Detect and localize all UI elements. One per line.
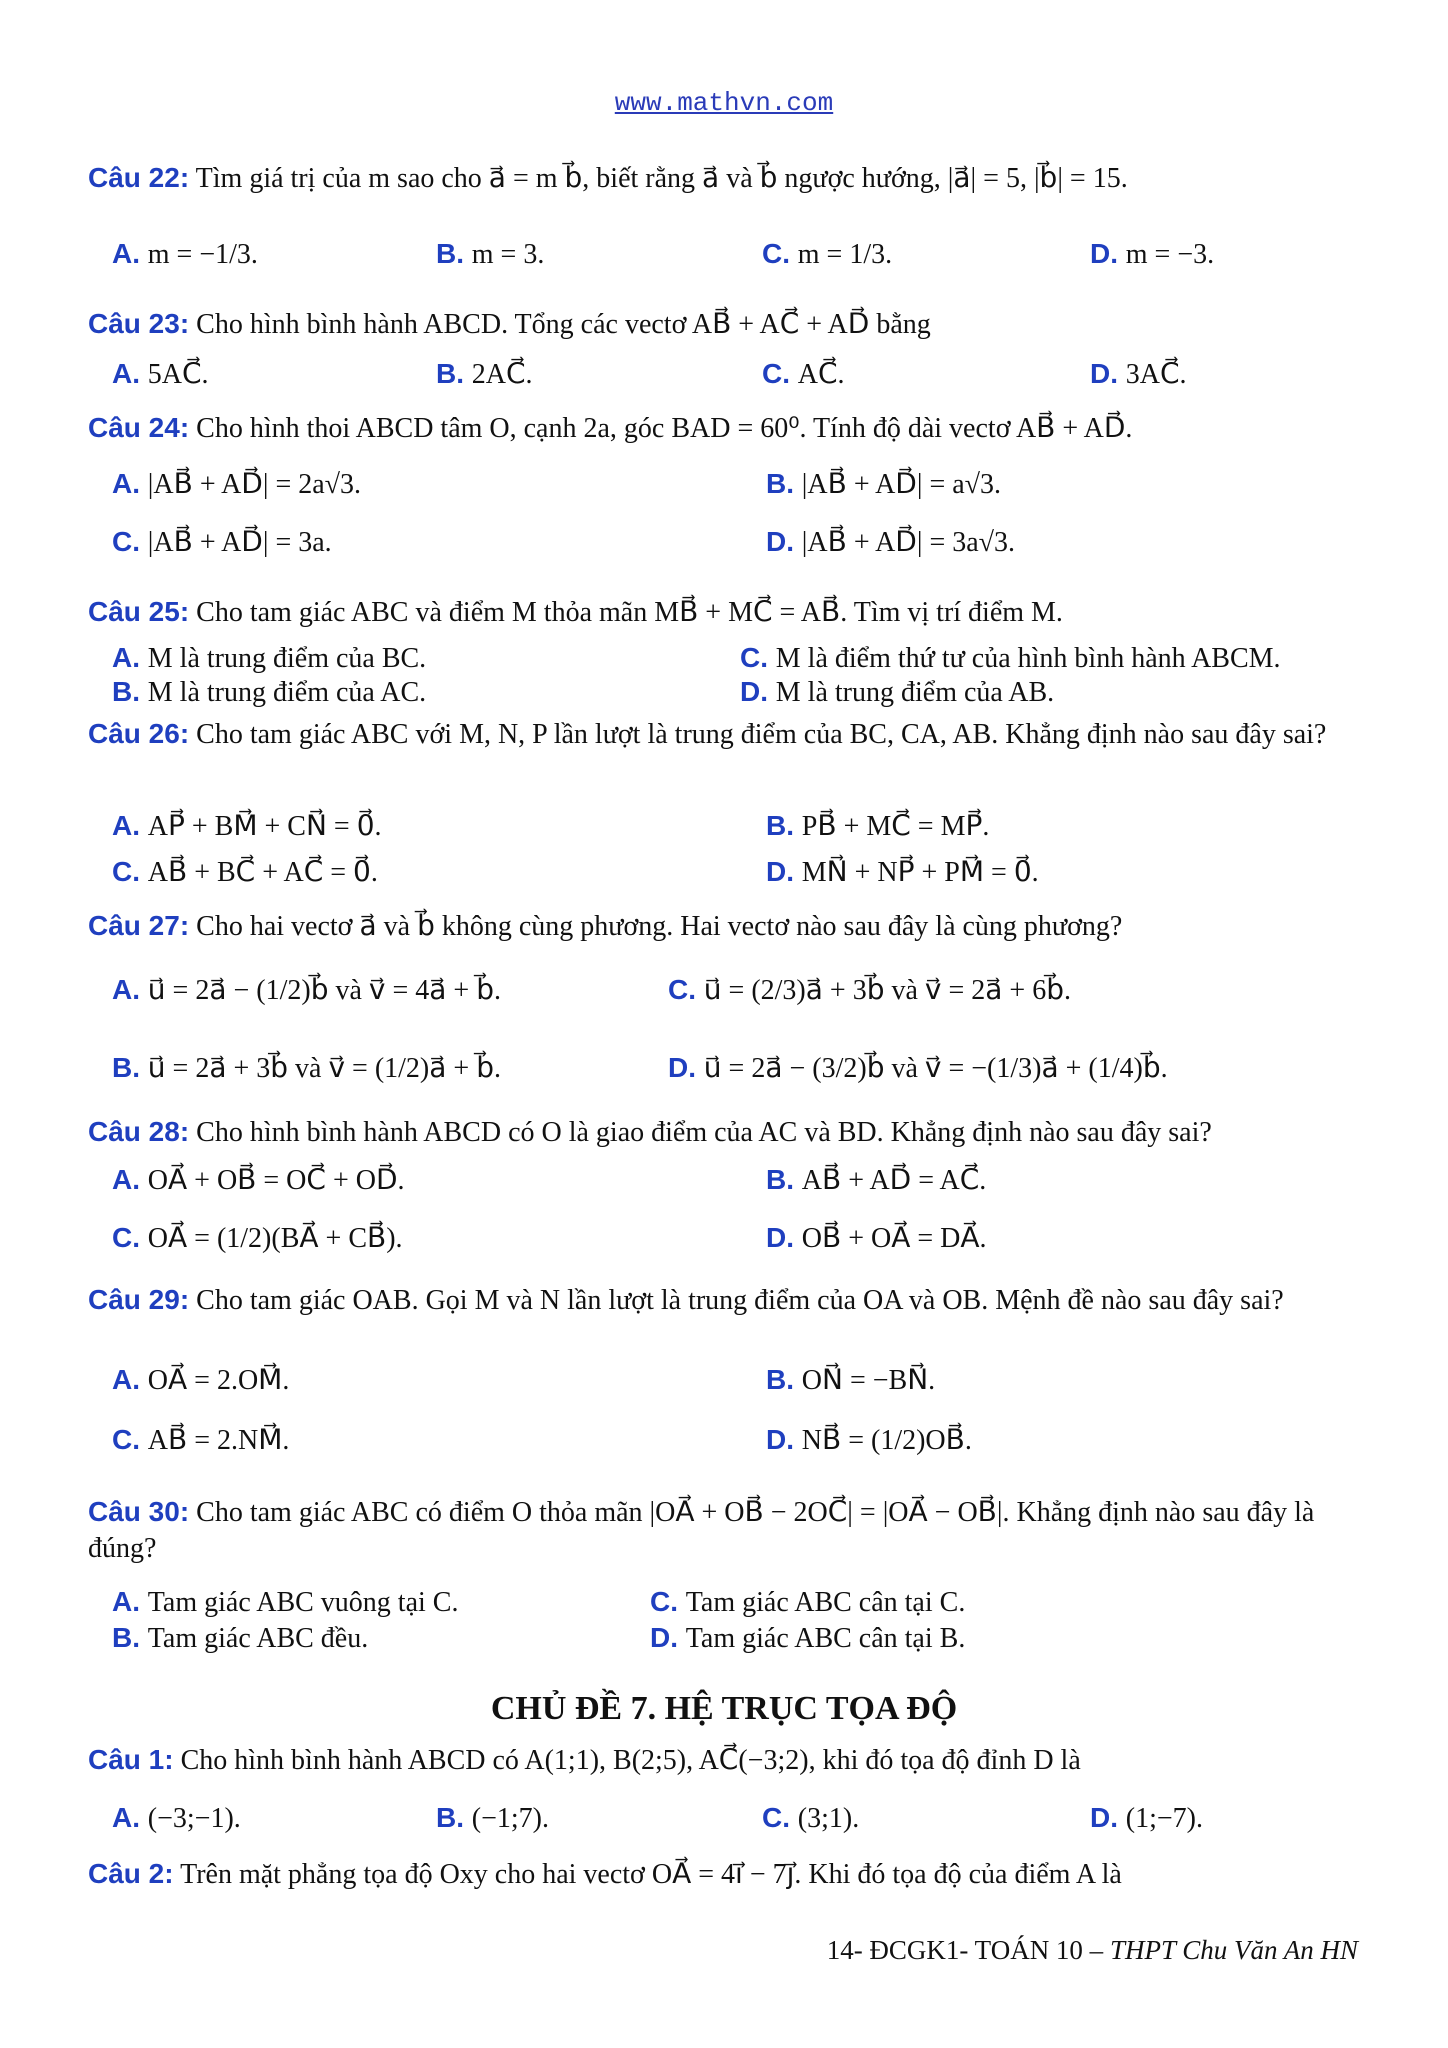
option-text: Tam giác ABC vuông tại C. — [147, 1587, 459, 1618]
option-text: (3;1). — [797, 1803, 860, 1834]
question-label: Câu 2: — [88, 1858, 174, 1889]
option-letter: B. — [766, 1364, 802, 1395]
option-letter: B. — [436, 358, 472, 389]
option-letter: B. — [766, 1164, 802, 1195]
option-text: m = −3. — [1125, 239, 1215, 270]
question-label: Câu 27: — [88, 910, 190, 941]
option-text: |AB⃗ + AD⃗| = a√3. — [801, 469, 1002, 500]
option-letter: D. — [766, 1424, 802, 1455]
option — [112, 1220, 403, 1257]
option-text: 3AC⃗. — [1125, 359, 1187, 390]
option-text: (−3;−1). — [147, 1803, 241, 1834]
option — [762, 236, 892, 273]
option — [766, 808, 989, 845]
question-label: Câu 24: — [88, 412, 190, 443]
option — [436, 1800, 549, 1837]
option-text: M là trung điểm của AC. — [147, 677, 427, 708]
option — [112, 466, 361, 503]
footer-left: 14- ĐCGK1- TOÁN 10 – — [826, 1935, 1110, 1965]
question-23 — [88, 306, 1378, 343]
option-text: |AB⃗ + AD⃗| = 3a√3. — [801, 527, 1016, 558]
question-label: Câu 23: — [88, 308, 190, 339]
option-text: AB⃗ = 2.NM⃗. — [147, 1425, 290, 1456]
option — [668, 972, 1071, 1009]
option — [112, 1584, 458, 1621]
option-text: m = 1/3. — [797, 239, 893, 270]
option-text: u⃗ = 2a⃗ − (3/2)b⃗ và v⃗ = −(1/3)a⃗ + (1/4)b⃗. — [703, 1053, 1168, 1084]
option-letter: D. — [740, 676, 776, 707]
option-letter: C. — [762, 238, 798, 269]
option-text: Tam giác ABC đều. — [147, 1623, 369, 1654]
question-26 — [88, 716, 1378, 753]
option-text: AP⃗ + BM⃗ + CN⃗ = 0⃗. — [147, 811, 382, 842]
option-letter: B. — [112, 676, 148, 707]
option-letter: B. — [436, 238, 472, 269]
option-text: (−1;7). — [471, 1803, 549, 1834]
question-28 — [88, 1114, 1378, 1151]
question-text: Cho tam giác ABC có điểm O thỏa mãn |OA⃗ + OB⃗ − 2OC⃗| = |OA⃗ − OB⃗|. Khẳng định nào sau đây là đúng? — [88, 1497, 1315, 1564]
option-letter: A. — [112, 810, 148, 841]
option — [668, 1050, 1168, 1087]
option-text: u⃗ = 2a⃗ + 3b⃗ và v⃗ = (1/2)a⃗ + b⃗. — [147, 1053, 501, 1084]
option-text: Tam giác ABC cân tại B. — [685, 1623, 966, 1654]
option — [766, 1362, 935, 1399]
option-letter: B. — [766, 468, 802, 499]
option — [112, 524, 332, 561]
option — [740, 674, 1054, 711]
question-25 — [88, 594, 1378, 631]
option-text: m = 3. — [471, 239, 545, 270]
question-text: Cho hình thoi ABCD tâm O, cạnh 2a, góc BAD = 60⁰. Tính độ dài vectơ AB⃗ + AD⃗. — [196, 413, 1133, 444]
option — [766, 1422, 972, 1459]
option-letter: A. — [112, 642, 148, 673]
option-letter: B. — [112, 1622, 148, 1653]
option — [112, 1620, 368, 1657]
option-letter: D. — [650, 1622, 686, 1653]
option — [112, 1162, 405, 1199]
option-text: |AB⃗ + AD⃗| = 3a. — [147, 527, 332, 558]
option-text: 5AC⃗. — [147, 359, 209, 390]
option-text: u⃗ = (2/3)a⃗ + 3b⃗ và v⃗ = 2a⃗ + 6b⃗. — [703, 975, 1071, 1006]
footer-school: THPT Chu Văn An HN — [1109, 1935, 1358, 1965]
question-27 — [88, 908, 1378, 945]
question-label: Câu 29: — [88, 1284, 190, 1315]
option — [766, 854, 1039, 891]
option-text: M là trung điểm của AB. — [775, 677, 1055, 708]
option-letter: C. — [762, 1802, 798, 1833]
question-24 — [88, 410, 1378, 447]
option — [112, 1422, 289, 1459]
option-text: MN⃗ + NP⃗ + PM⃗ = 0⃗. — [801, 857, 1039, 888]
option — [766, 466, 1001, 503]
option-letter: B. — [766, 810, 802, 841]
option-letter: B. — [112, 1052, 148, 1083]
option-text: u⃗ = 2a⃗ − (1/2)b⃗ và v⃗ = 4a⃗ + b⃗. — [147, 975, 501, 1006]
option-text: M là trung điểm của BC. — [147, 643, 427, 674]
option-letter: D. — [766, 526, 802, 557]
question-29 — [88, 1282, 1378, 1319]
option — [766, 1162, 986, 1199]
option-letter: A. — [112, 974, 148, 1005]
option-letter: D. — [668, 1052, 704, 1083]
page-footer — [827, 1935, 1358, 1966]
question-s2-2 — [88, 1856, 1378, 1893]
question-22 — [88, 160, 1378, 197]
question-label: Câu 26: — [88, 718, 190, 749]
option-text: NB⃗ = (1/2)OB⃗. — [801, 1425, 972, 1456]
option-letter: D. — [766, 1222, 802, 1253]
question-text: Cho tam giác OAB. Gọi M và N lần lượt là trung điểm của OA và OB. Mệnh đề nào sau đây sai? — [196, 1285, 1284, 1316]
option — [112, 1050, 501, 1087]
option — [112, 640, 426, 677]
question-30 — [88, 1494, 1378, 1567]
question-label: Câu 28: — [88, 1116, 190, 1147]
question-text: Cho hình bình hành ABCD. Tổng các vectơ AB⃗ + AC⃗ + AD⃗ bằng — [196, 309, 931, 340]
option-letter: A. — [112, 1364, 148, 1395]
question-label: Câu 30: — [88, 1496, 190, 1527]
section-title: CHỦ ĐỀ 7. HỆ TRỤC TỌA ĐỘ — [490, 1690, 958, 1727]
option-letter: A. — [112, 1586, 148, 1617]
question-text: Cho hình bình hành ABCD có O là giao điểm của AC và BD. Khẳng định nào sau đây sai? — [196, 1117, 1212, 1148]
option-text: OA⃗ + OB⃗ = OC⃗ + OD⃗. — [147, 1165, 405, 1196]
option — [1090, 1800, 1203, 1837]
question-text: Trên mặt phẳng tọa độ Oxy cho hai vectơ OA⃗ = 4i⃗ − 7j⃗. Khi đó tọa độ của điểm A là — [180, 1859, 1122, 1890]
option-letter: C. — [112, 1424, 148, 1455]
option-letter: D. — [1090, 1802, 1126, 1833]
option-text: (1;−7). — [1125, 1803, 1203, 1834]
question-label: Câu 25: — [88, 596, 190, 627]
option-text: m = −1/3. — [147, 239, 258, 270]
option — [762, 1800, 859, 1837]
question-text: Cho tam giác ABC và điểm M thỏa mãn MB⃗ + MC⃗ = AB⃗. Tìm vị trí điểm M. — [196, 597, 1063, 628]
option — [766, 1220, 987, 1257]
option-text: ON⃗ = −BN⃗. — [801, 1365, 936, 1396]
option-letter: D. — [1090, 358, 1126, 389]
option-letter: A. — [112, 468, 148, 499]
option — [112, 854, 378, 891]
option — [740, 640, 1281, 677]
option-letter: C. — [112, 856, 148, 887]
option — [650, 1620, 965, 1657]
option — [1090, 236, 1214, 273]
option-letter: B. — [436, 1802, 472, 1833]
option-letter: D. — [766, 856, 802, 887]
question-label: Câu 1: — [88, 1744, 174, 1775]
option-text: M là điểm thứ tư của hình bình hành ABCM. — [775, 643, 1281, 674]
option-letter: A. — [112, 1164, 148, 1195]
option-text: AB⃗ + BC⃗ + AC⃗ = 0⃗. — [147, 857, 378, 888]
question-text: Cho hình bình hành ABCD có A(1;1), B(2;5), AC⃗(−3;2), khi đó tọa độ đỉnh D là — [180, 1745, 1081, 1776]
option-text: AC⃗. — [797, 359, 845, 390]
option — [436, 236, 544, 273]
option-text: OA⃗ = (1/2)(BA⃗ + CB⃗). — [147, 1223, 403, 1254]
option-text: OB⃗ + OA⃗ = DA⃗. — [801, 1223, 987, 1254]
option — [436, 356, 533, 393]
option — [112, 1800, 241, 1837]
option — [112, 236, 258, 273]
option-text: AB⃗ + AD⃗ = AC⃗. — [801, 1165, 987, 1196]
question-text: Cho hai vectơ a⃗ và b⃗ không cùng phương. Hai vectơ nào sau đây là cùng phương? — [196, 911, 1123, 942]
option-letter: A. — [112, 358, 148, 389]
option-text: PB⃗ + MC⃗ = MP⃗. — [801, 811, 990, 842]
option — [112, 356, 209, 393]
option-text: |AB⃗ + AD⃗| = 2a√3. — [147, 469, 362, 500]
option-text: OA⃗ = 2.OM⃗. — [147, 1365, 290, 1396]
option-letter: C. — [668, 974, 704, 1005]
site-url[interactable]: www.mathvn.com — [614, 88, 834, 118]
option-letter: C. — [650, 1586, 686, 1617]
question-s2-1 — [88, 1742, 1378, 1779]
option-letter: C. — [740, 642, 776, 673]
option — [766, 524, 1015, 561]
option-text: 2AC⃗. — [471, 359, 533, 390]
option — [112, 674, 426, 711]
option-letter: C. — [112, 1222, 148, 1253]
option — [762, 356, 845, 393]
option-letter: D. — [1090, 238, 1126, 269]
option-letter: A. — [112, 1802, 148, 1833]
option-letter: A. — [112, 238, 148, 269]
option-letter: C. — [112, 526, 148, 557]
option — [1090, 356, 1187, 393]
option — [112, 808, 382, 845]
option-letter: C. — [762, 358, 798, 389]
option — [112, 972, 501, 1009]
option — [112, 1362, 289, 1399]
question-label: Câu 22: — [88, 162, 190, 193]
option — [650, 1584, 965, 1621]
option-text: Tam giác ABC cân tại C. — [685, 1587, 966, 1618]
question-text: Cho tam giác ABC với M, N, P lần lượt là trung điểm của BC, CA, AB. Khẳng định nào sau đây sai? — [196, 719, 1327, 750]
question-text: Tìm giá trị của m sao cho a⃗ = m b⃗, biết rằng a⃗ và b⃗ ngược hướng, |a⃗| = 5, |b⃗| = 15. — [195, 163, 1128, 194]
